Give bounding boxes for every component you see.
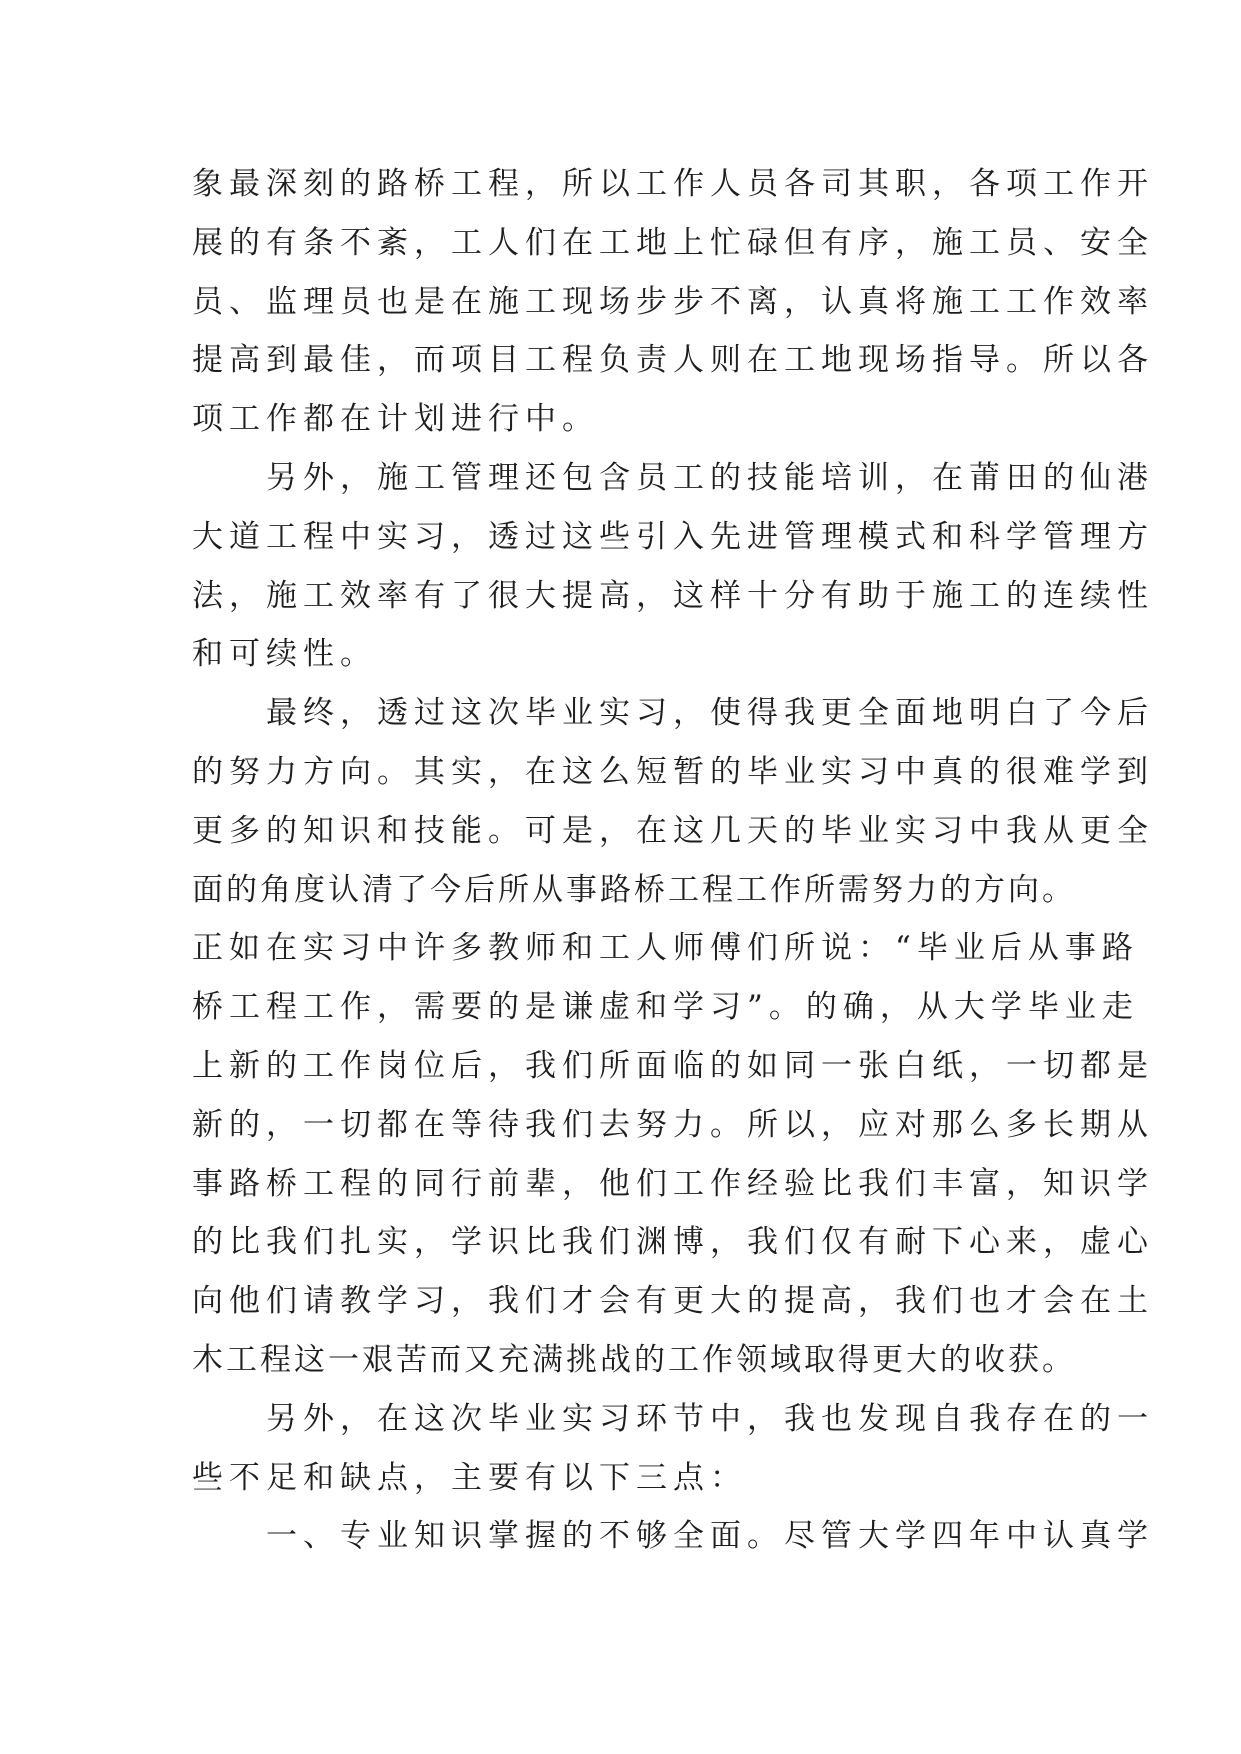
text-line: 另外，施工管理还包含员工的技能培训，在莆田的仙港 (192, 459, 1154, 496)
text-line: 一、专业知识掌握的不够全面。尽管大学四年中认真学 (192, 1518, 1154, 1555)
text-line: 桥工程工作，需要的是谦虚和学习”。的确，从大学毕业走 (192, 989, 1139, 1026)
text-line: 象最深刻的路桥工程，所以工作人员各司其职，各项工作开 (192, 166, 1154, 202)
text-line: 木工程这一艰苦而又充满挑战的工作领域取得更大的收获。 (192, 1341, 1076, 1378)
body-text (192, 155, 1154, 1566)
text-line: 面的角度认清了今后所从事路桥工程工作所需努力的方向。 (192, 871, 1076, 908)
text-line: 新的，一切都在等待我们去努力。所以，应对那么多长期从 (192, 1106, 1154, 1143)
text-line: 法，施工效率有了很大提高，这样十分有助于施工的连续性 (192, 577, 1154, 614)
text-line: 的努力方向。其实，在这么短暂的毕业实习中真的很难学到 (192, 753, 1154, 790)
text-line: 大道工程中实习，透过这些引入先进管理模式和科学管理方 (192, 518, 1154, 555)
text-line: 最终，透过这次毕业实习，使得我更全面地明白了今后 (192, 695, 1154, 732)
text-line: 提高到最佳，而项目工程负责人则在工地现场指导。所以各 (192, 342, 1154, 379)
text-line: 向他们请教学习，我们才会有更大的提高，我们也才会在土 (192, 1283, 1154, 1320)
text-line: 更多的知识和技能。可是，在这几天的毕业实习中我从更全 (192, 812, 1154, 849)
text-line: 正如在实习中许多教师和工人师傅们所说：“毕业后从事路 (192, 930, 1139, 967)
text-line: 和可续性。 (192, 636, 377, 673)
text-line: 另外，在这次毕业实习环节中，我也发现自我存在的一 (192, 1400, 1154, 1437)
text-line: 员、监理员也是在施工现场步步不离，认真将施工工作效率 (192, 283, 1154, 320)
text-line: 展的有条不紊，工人们在工地上忙碌但有序，施工员、安全 (192, 224, 1154, 261)
text-line: 项工作都在计划进行中。 (192, 401, 599, 438)
text-line: 上新的工作岗位后，我们所面临的如同一张白纸，一切都是 (192, 1047, 1154, 1084)
text-line: 的比我们扎实，学识比我们渊博，我们仅有耐下心来，虚心 (192, 1224, 1154, 1261)
text-line: 事路桥工程的同行前辈，他们工作经验比我们丰富，知识学 (192, 1165, 1154, 1202)
text-line: 些不足和缺点，主要有以下三点： (192, 1459, 747, 1496)
